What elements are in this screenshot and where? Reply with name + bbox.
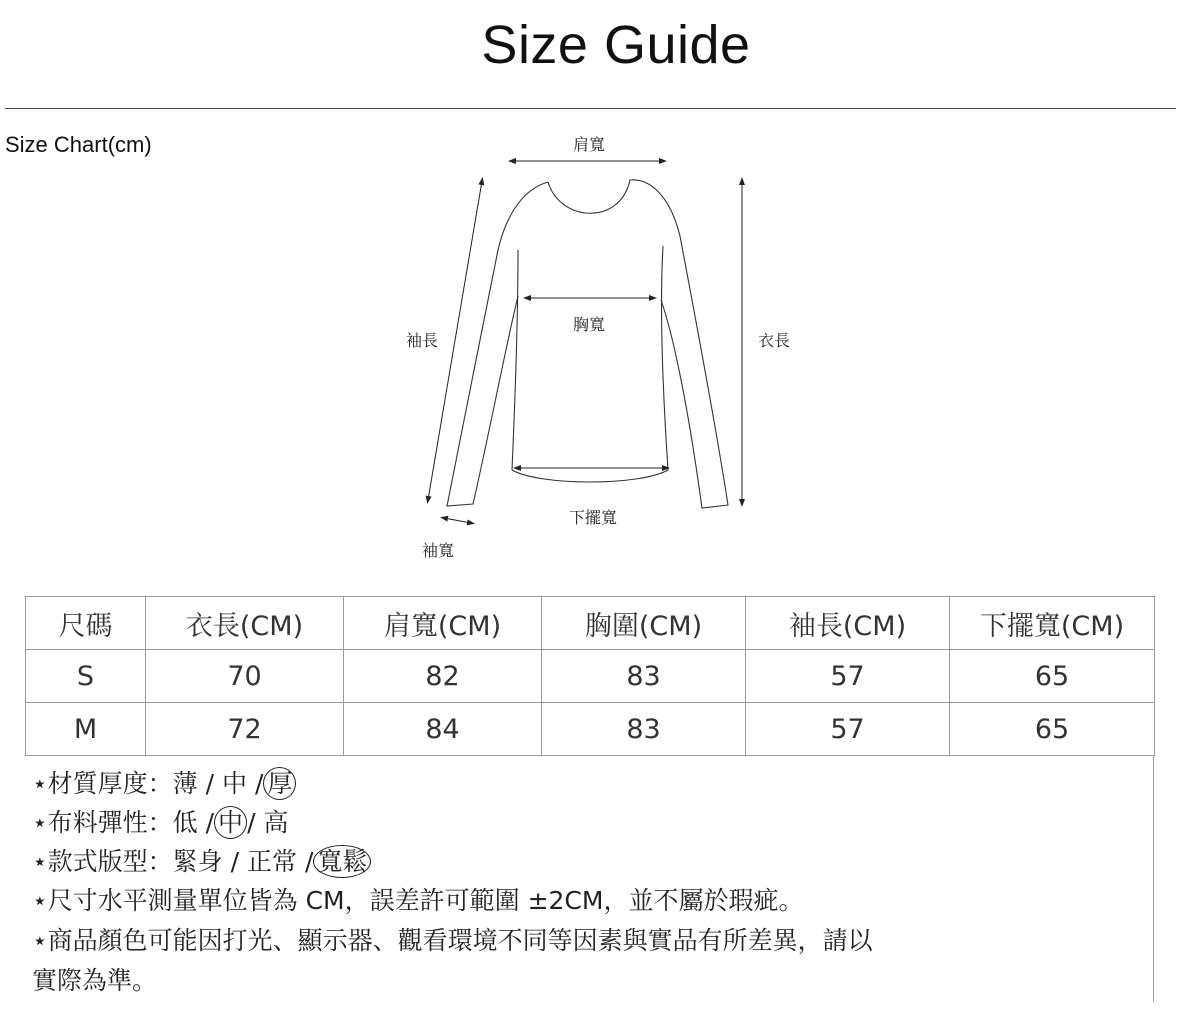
header-sleeve: 袖長(CM) — [746, 597, 950, 650]
header-size: 尺碼 — [26, 597, 146, 650]
separator: / — [247, 808, 264, 837]
note-material — [32, 764, 296, 800]
table-cell: 84 — [344, 703, 542, 756]
separator: / — [247, 769, 264, 798]
separator: / — [297, 847, 314, 876]
table-cell: 82 — [344, 650, 542, 703]
note-elasticity-label: ⋆布料彈性： — [32, 808, 173, 837]
option-regular: 正常 — [247, 847, 298, 876]
table-right-border — [1153, 755, 1154, 1002]
note-material-label: ⋆材質厚度： — [32, 769, 173, 798]
note-color-line1: ⋆商品顏色可能因打光、顯示器、觀看環境不同等因素與實品有所差異，請以 — [32, 926, 873, 955]
option-low: 低 — [172, 808, 198, 837]
table-cell: S — [26, 650, 146, 703]
separator: / — [197, 769, 222, 798]
header-body-length: 衣長(CM) — [146, 597, 344, 650]
table-cell: 83 — [542, 650, 746, 703]
table-cell: M — [26, 703, 146, 756]
shoulder-width-label: 肩寬 — [573, 135, 606, 154]
sleeve-width-arrow — [444, 518, 471, 523]
option-high: 高 — [263, 808, 289, 837]
header-hem: 下擺寬(CM) — [950, 597, 1155, 650]
table-cell: 83 — [542, 703, 746, 756]
selected-option-medium: 中 — [214, 806, 247, 839]
hem-width-label: 下擺寬 — [569, 508, 618, 527]
table-cell: 70 — [146, 650, 344, 703]
note-elasticity — [32, 803, 288, 839]
chest-width-label: 胸寬 — [573, 315, 606, 334]
garment-outline — [447, 180, 728, 508]
header-shoulder: 肩寬(CM) — [344, 597, 542, 650]
selected-option-thick: 厚 — [263, 767, 296, 800]
table-cell: 65 — [950, 650, 1155, 703]
selected-option-loose: 寬鬆 — [313, 845, 371, 878]
option-thin: 薄 — [172, 769, 198, 798]
separator: / — [222, 847, 247, 876]
table-cell: 57 — [746, 650, 950, 703]
option-medium: 中 — [222, 769, 248, 798]
note-fit — [32, 842, 371, 878]
sleeve-length-label: 袖長 — [406, 331, 439, 350]
option-slim: 緊身 — [172, 847, 223, 876]
table-cell: 57 — [746, 703, 950, 756]
note-measurement: ⋆尺寸水平測量單位皆為 CM，誤差許可範圍 ±2CM，並不屬於瑕疵。 — [32, 886, 804, 915]
note-color-line2: 實際為準。 — [32, 966, 158, 995]
table-row — [26, 650, 1155, 703]
separator: / — [197, 808, 215, 837]
sleeve-width-label: 袖寬 — [422, 541, 455, 560]
body-length-label: 衣長 — [758, 331, 791, 350]
header-chest: 胸圍(CM) — [542, 597, 746, 650]
size-chart-label: Size Chart(cm) — [5, 132, 152, 157]
table-row — [26, 703, 1155, 756]
table-cell: 65 — [950, 703, 1155, 756]
page-title: Size Guide — [481, 15, 751, 75]
table-cell: 72 — [146, 703, 344, 756]
note-fit-label: ⋆款式版型： — [32, 847, 173, 876]
table-header-row — [26, 597, 1155, 650]
size-table — [25, 596, 1155, 756]
